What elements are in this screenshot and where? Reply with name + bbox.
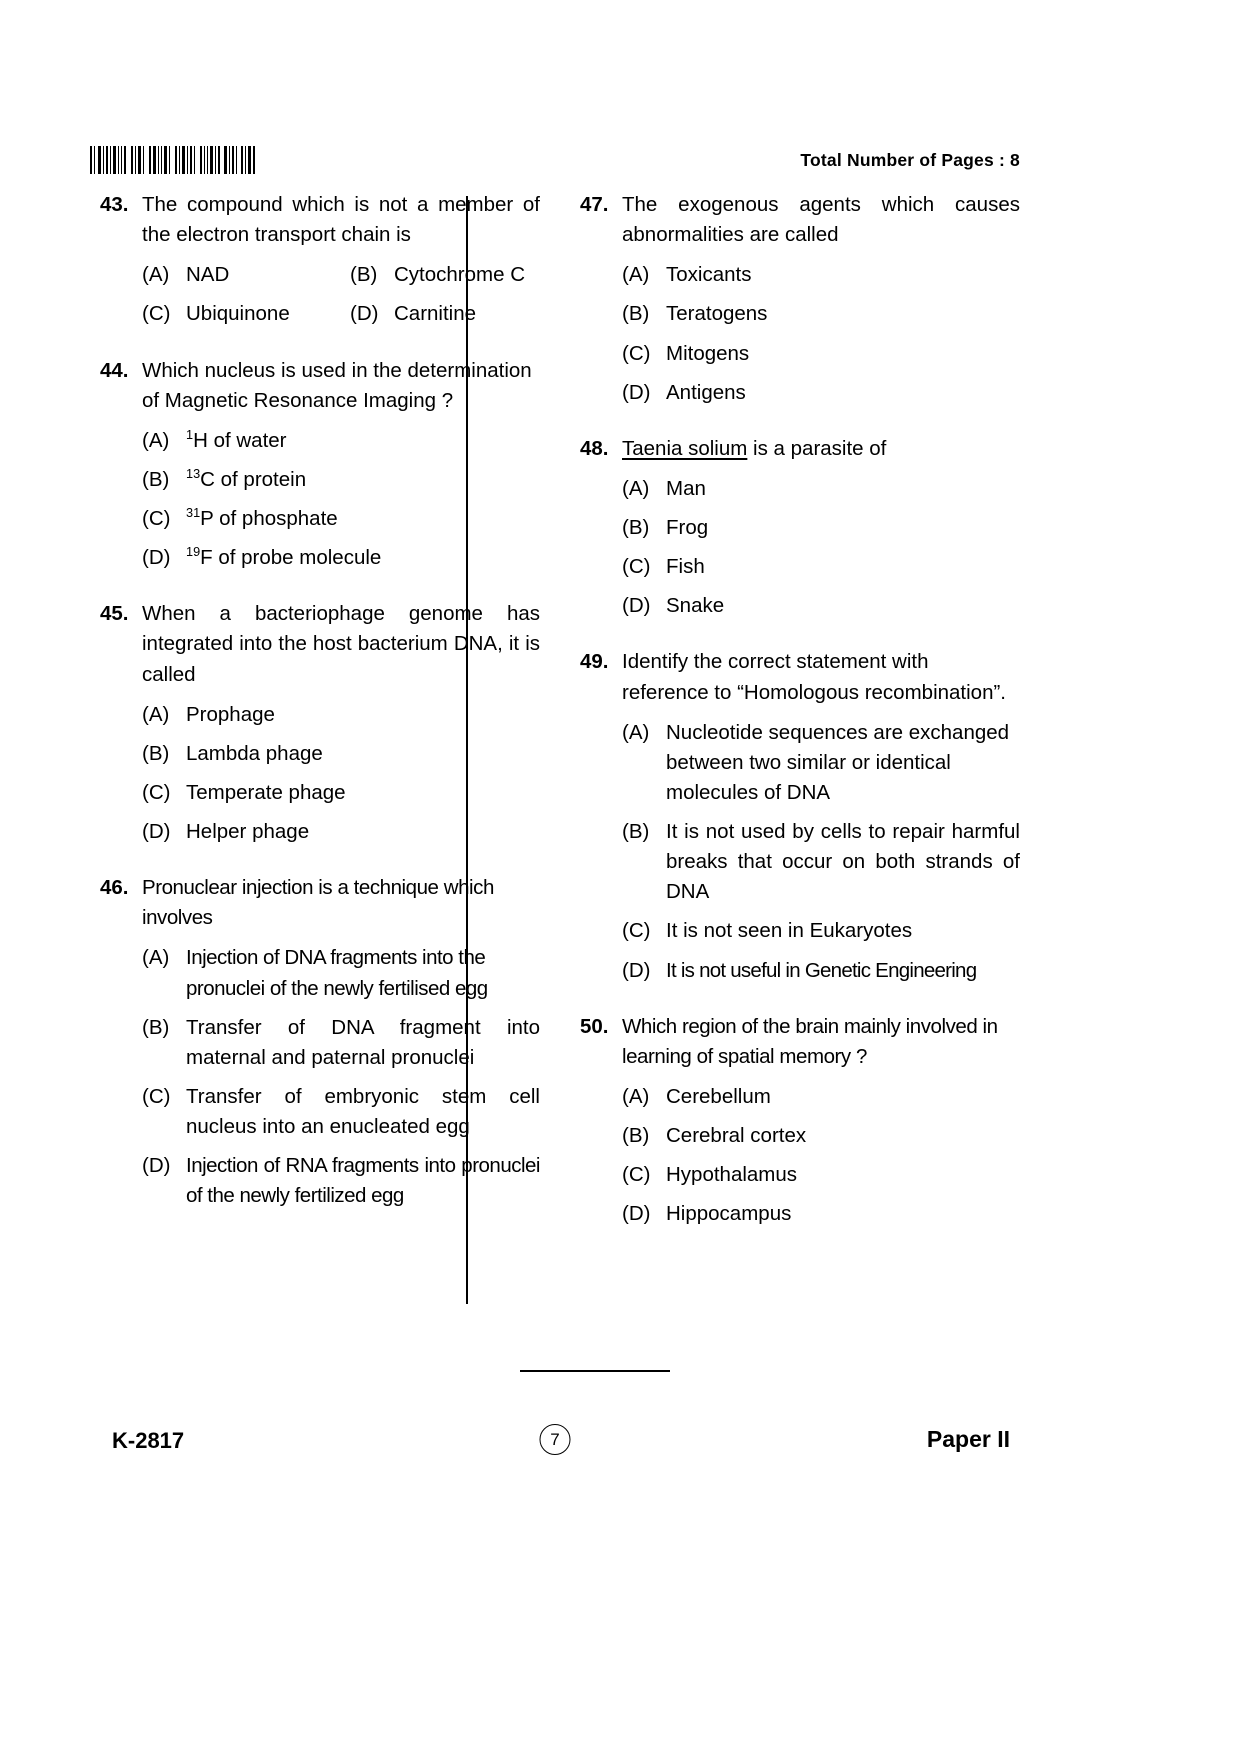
option-b[interactable]	[580, 513, 1020, 543]
total-pages-label: Total Number of Pages : 8	[800, 150, 1020, 170]
question-number: 49.	[580, 650, 609, 674]
option-row	[100, 299, 540, 329]
options-list	[580, 260, 1020, 408]
option-tag: (A)	[142, 702, 170, 726]
option-d[interactable]	[100, 817, 540, 847]
question-text: The exogenous agents which causes abnormalities are called	[622, 193, 1020, 247]
option-label: Ubiquinone	[186, 302, 290, 326]
options-list	[100, 260, 540, 329]
option-d[interactable]	[350, 299, 476, 329]
option-label: Injection of RNA fragments into pronuclei of the newly fertilized egg	[186, 1154, 540, 1208]
option-label	[186, 426, 540, 456]
option-tag: (D)	[622, 380, 651, 404]
options-list	[100, 700, 540, 848]
question-text-rest: is a parasite of	[747, 436, 887, 460]
option-b[interactable]	[100, 739, 540, 769]
option-d[interactable]	[580, 591, 1020, 621]
option-a[interactable]	[100, 943, 540, 1003]
option-b[interactable]	[100, 465, 540, 495]
option-label: Prophage	[186, 702, 275, 726]
question-text	[622, 434, 1020, 464]
question-text: Pronuclear injection is a technique which involves	[142, 876, 494, 930]
question-49	[580, 647, 1020, 985]
option-tag: (D)	[142, 546, 171, 570]
option-tag: (B)	[142, 467, 170, 491]
option-label: Teratogens	[666, 302, 768, 326]
option-c[interactable]	[100, 778, 540, 808]
question-number: 46.	[100, 876, 129, 900]
question-number: 48.	[580, 436, 609, 460]
question-text: Which region of the brain mainly involved in learning of spatial memory ?	[622, 1014, 998, 1068]
question-46	[100, 873, 540, 1211]
option-tag: (A)	[622, 476, 650, 500]
option-a[interactable]	[580, 1082, 1020, 1112]
option-label: It is not used by cells to repair harmful breaks that occur on both strands of DNA	[666, 820, 1020, 904]
option-tag: (B)	[350, 263, 378, 287]
question-number: 44.	[100, 358, 129, 382]
option-tag: (B)	[142, 741, 170, 765]
option-tag: (B)	[622, 1124, 650, 1147]
isotope-superscript: 31	[186, 505, 201, 521]
option-label: Helper phage	[186, 820, 310, 843]
paper-label: Paper II	[926, 1426, 1010, 1452]
option-tag: (C)	[622, 341, 651, 365]
left-column	[100, 190, 540, 1237]
option-label: NAD	[186, 263, 230, 287]
option-d[interactable]	[100, 543, 540, 573]
question-47	[580, 190, 1020, 408]
option-tag: (C)	[622, 919, 651, 943]
option-c[interactable]	[580, 916, 1020, 946]
barcode-icon	[90, 146, 258, 174]
option-c[interactable]	[580, 552, 1020, 582]
question-number: 47.	[580, 193, 609, 216]
option-tag: (C)	[142, 302, 171, 326]
option-a[interactable]	[100, 426, 540, 456]
option-tag: (C)	[142, 1084, 171, 1108]
option-label: Hypothalamus	[666, 1163, 798, 1187]
option-tag: (C)	[142, 507, 171, 530]
page-header	[90, 146, 1020, 180]
options-list	[580, 718, 1020, 986]
option-label: Hippocampus	[666, 1202, 792, 1226]
option-label: Fish	[666, 555, 705, 579]
page-number-badge: 7	[540, 1424, 571, 1455]
option-label-text: C of protein	[200, 467, 307, 491]
option-a[interactable]	[580, 474, 1020, 504]
option-d[interactable]	[100, 1151, 540, 1211]
option-tag: (D)	[622, 958, 651, 982]
question-text: Identify the correct statement with reference to “Homologous recombination”.	[622, 650, 1006, 704]
option-b[interactable]	[350, 260, 525, 290]
option-label: Cerebral cortex	[666, 1124, 807, 1147]
option-label-text: P of phosphate	[200, 507, 338, 530]
isotope-superscript: 13	[186, 466, 201, 482]
option-label: Frog	[666, 516, 709, 539]
option-label-text: H of water	[193, 428, 287, 452]
option-c[interactable]	[100, 504, 540, 534]
option-label: It is not useful in Genetic Engineering	[666, 958, 977, 982]
option-label: It is not seen in Eukaryotes	[666, 919, 913, 943]
option-tag: (A)	[142, 946, 170, 970]
option-label: Transfer of embryonic stem cell nucleus into an enucleated egg	[186, 1084, 540, 1138]
question-48	[580, 434, 1020, 622]
option-tag: (C)	[622, 555, 651, 579]
option-tag: (B)	[142, 1015, 170, 1039]
option-a[interactable]	[100, 700, 540, 730]
isotope-superscript: 1	[186, 426, 194, 442]
option-tag: (A)	[142, 428, 170, 452]
option-label: Lambda phage	[186, 741, 323, 765]
option-label: Man	[666, 476, 706, 500]
question-45	[100, 599, 540, 847]
option-tag: (A)	[622, 720, 650, 744]
option-tag: (D)	[622, 594, 651, 618]
option-tag: (D)	[350, 302, 379, 326]
option-d[interactable]	[580, 956, 1020, 986]
option-a[interactable]	[580, 260, 1020, 290]
options-list	[100, 426, 540, 574]
option-tag: (A)	[622, 1084, 650, 1108]
option-a[interactable]	[142, 260, 350, 290]
option-label: Temperate phage	[186, 780, 346, 804]
option-row	[100, 260, 540, 290]
question-text: When a bacteriophage genome has integrated into the host bacterium DNA, it is called	[142, 602, 540, 686]
option-label: Toxicants	[666, 263, 752, 287]
options-list	[580, 1082, 1020, 1230]
options-list	[100, 943, 540, 1211]
question-number: 50.	[580, 1014, 609, 1038]
paper-code: K-2817	[112, 1428, 185, 1453]
option-label: Cytochrome C	[394, 263, 526, 287]
option-label: Mitogens	[666, 341, 750, 365]
option-c[interactable]	[580, 1160, 1020, 1190]
question-44	[100, 356, 540, 574]
option-tag: (D)	[142, 1154, 171, 1178]
option-c[interactable]	[580, 339, 1020, 369]
option-label	[186, 543, 540, 573]
footer-rule	[520, 1370, 670, 1372]
question-text: The compound which is not a member of the electron transport chain is	[142, 193, 540, 247]
option-a[interactable]	[580, 718, 1020, 808]
option-c[interactable]	[142, 299, 350, 329]
option-d[interactable]	[580, 1199, 1020, 1229]
option-tag: (D)	[622, 1202, 651, 1226]
option-label: Cerebellum	[666, 1084, 771, 1108]
option-label	[186, 504, 540, 534]
option-b[interactable]	[100, 1013, 540, 1073]
option-tag: (A)	[622, 263, 650, 287]
option-tag: (B)	[622, 820, 650, 843]
options-list	[580, 474, 1020, 622]
question-43	[100, 190, 540, 330]
right-column	[580, 190, 1020, 1255]
option-tag: (D)	[142, 820, 171, 843]
option-c[interactable]	[100, 1082, 540, 1142]
option-label: Carnitine	[394, 302, 477, 326]
option-label: Transfer of DNA fragment into maternal and paternal pronuclei	[186, 1015, 540, 1069]
option-label: Injection of DNA fragments into the pronuclei of the newly fertilised egg	[186, 946, 488, 1000]
option-tag: (B)	[622, 516, 650, 539]
species-name: Taenia solium	[622, 436, 748, 460]
isotope-superscript: 19	[186, 544, 201, 560]
question-50	[580, 1012, 1020, 1230]
option-tag: (A)	[142, 263, 170, 287]
option-tag: (B)	[622, 302, 650, 326]
option-label-text: F of probe molecule	[200, 546, 382, 570]
option-label: Snake	[666, 594, 725, 618]
question-number: 45.	[100, 602, 129, 626]
option-label: Nucleotide sequences are exchanged between two similar or identical molecules of DNA	[666, 720, 1010, 804]
page-footer	[90, 1424, 1020, 1464]
option-tag: (C)	[142, 780, 171, 804]
option-label	[186, 465, 540, 495]
option-tag: (C)	[622, 1163, 651, 1187]
option-b[interactable]	[580, 817, 1020, 907]
option-b[interactable]	[580, 1121, 1020, 1151]
option-b[interactable]	[580, 299, 1020, 329]
question-number: 43.	[100, 193, 129, 216]
question-text: Which nucleus is used in the determination of Magnetic Resonance Imaging ?	[142, 358, 532, 412]
option-d[interactable]	[580, 378, 1020, 408]
option-label: Antigens	[666, 380, 746, 404]
